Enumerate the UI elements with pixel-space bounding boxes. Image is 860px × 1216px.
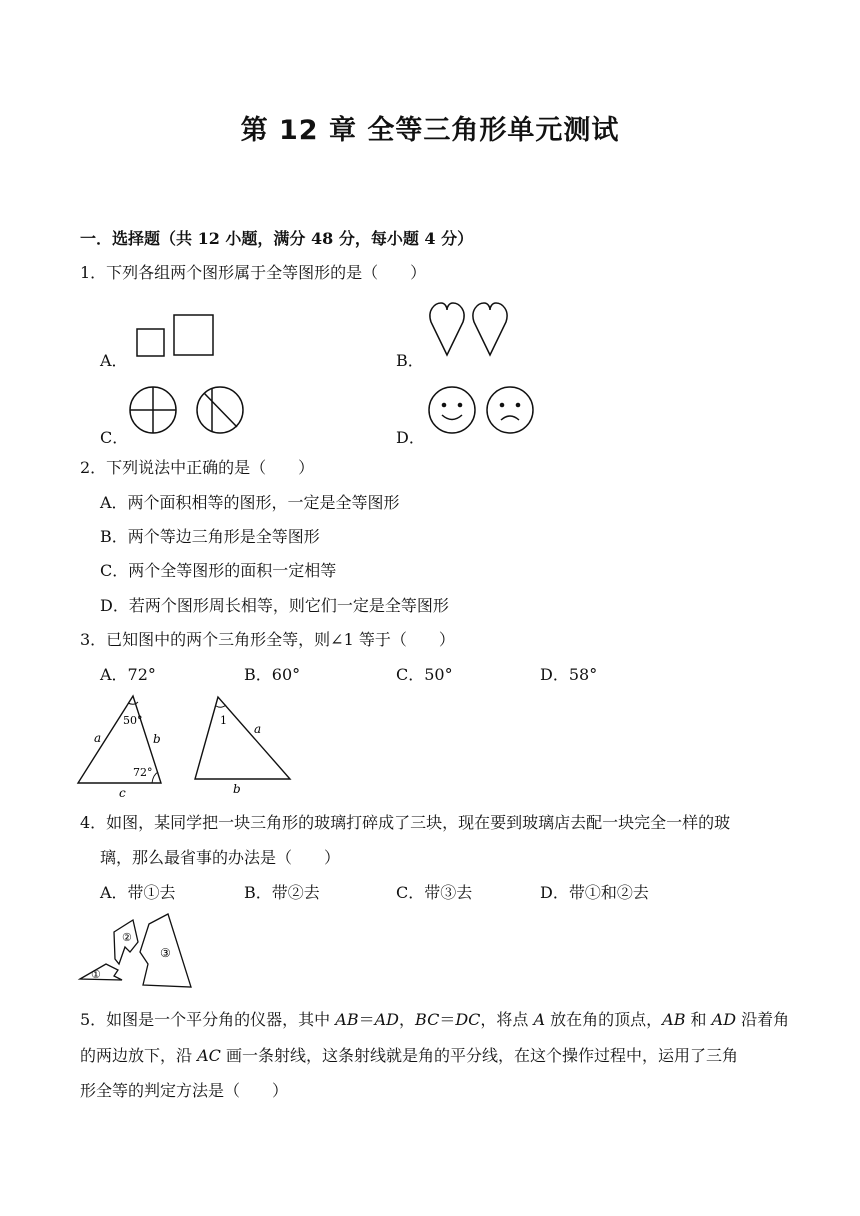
q5-line2: 的两边放下，沿 AC 画一条射线，这条射线就是角的平分线，在这个操作过程中，运用了三角 [80,1046,738,1065]
q3-angle-50: 50° [123,714,143,727]
q4-figure-glass-pieces [78,912,198,992]
q3-side-b-2: b [233,782,241,796]
q3-angle-1: 1 [220,714,227,727]
q1-figure-circles [128,385,248,437]
q3-side-c: c [119,786,126,800]
q2-option-c: C．两个全等图形的面积一定相等 [100,561,337,580]
q1-figure-hearts [425,300,515,360]
q2-option-d: D．若两个图形周长相等，则它们一定是全等图形 [100,596,449,615]
page-title: 第 12 章 全等三角形单元测试 [240,115,620,146]
q4-piece-3: ③ [160,946,171,960]
q3-side-a-2: a [254,722,262,736]
q3-figure-triangles [75,690,300,800]
q5-line3: 形全等的判定方法是（ ） [80,1081,289,1100]
q4-stem-line2: 璃，那么最省事的办法是（ ） [100,848,341,867]
q5-line1: 5．如图是一个平分角的仪器，其中 AB＝AD，BC＝DC，将点 A 放在角的顶点，AB 和 AD 沿着角 [80,1010,790,1029]
q4-option-b: B．带②去 [244,883,320,902]
q3-stem: 3．已知图中的两个三角形全等，则∠1 等于（ ） [80,630,455,649]
q2-option-b: B．两个等边三角形是全等图形 [100,527,320,546]
q1-option-d-label: D． [396,428,425,447]
q4-stem-line1: 4．如图，某同学把一块三角形的玻璃打碎成了三块，现在要到玻璃店去配一块完全一样的玻 [80,813,731,832]
q4-option-d: D．带①和②去 [540,883,649,902]
q4-piece-2: ② [122,931,132,944]
q3-option-d: D．58° [540,665,598,684]
q1-option-b-label: B． [396,351,424,370]
q4-piece-1: ① [91,968,101,981]
q1-figure-squares [130,310,220,360]
q1-stem: 1．下列各组两个图形属于全等图形的是（ ） [80,263,427,282]
q4-option-c: C．带③去 [396,883,473,902]
section-heading: 一．选择题（共 12 小题，满分 48 分，每小题 4 分） [80,229,474,248]
q1-option-c-label: C． [100,428,129,447]
q3-side-b: b [153,732,161,746]
q3-angle-72: 72° [133,766,153,779]
q2-stem: 2．下列说法中正确的是（ ） [80,458,315,477]
q4-option-a: A．带①去 [100,883,176,902]
q3-option-a: A．72° [100,665,156,684]
q1-figure-faces [428,385,538,437]
q3-side-a: a [94,731,102,745]
q1-option-a-label: A． [100,351,128,370]
q3-option-c: C．50° [396,665,453,684]
q2-option-a: A．两个面积相等的图形，一定是全等图形 [100,493,400,512]
q3-option-b: B．60° [244,665,301,684]
